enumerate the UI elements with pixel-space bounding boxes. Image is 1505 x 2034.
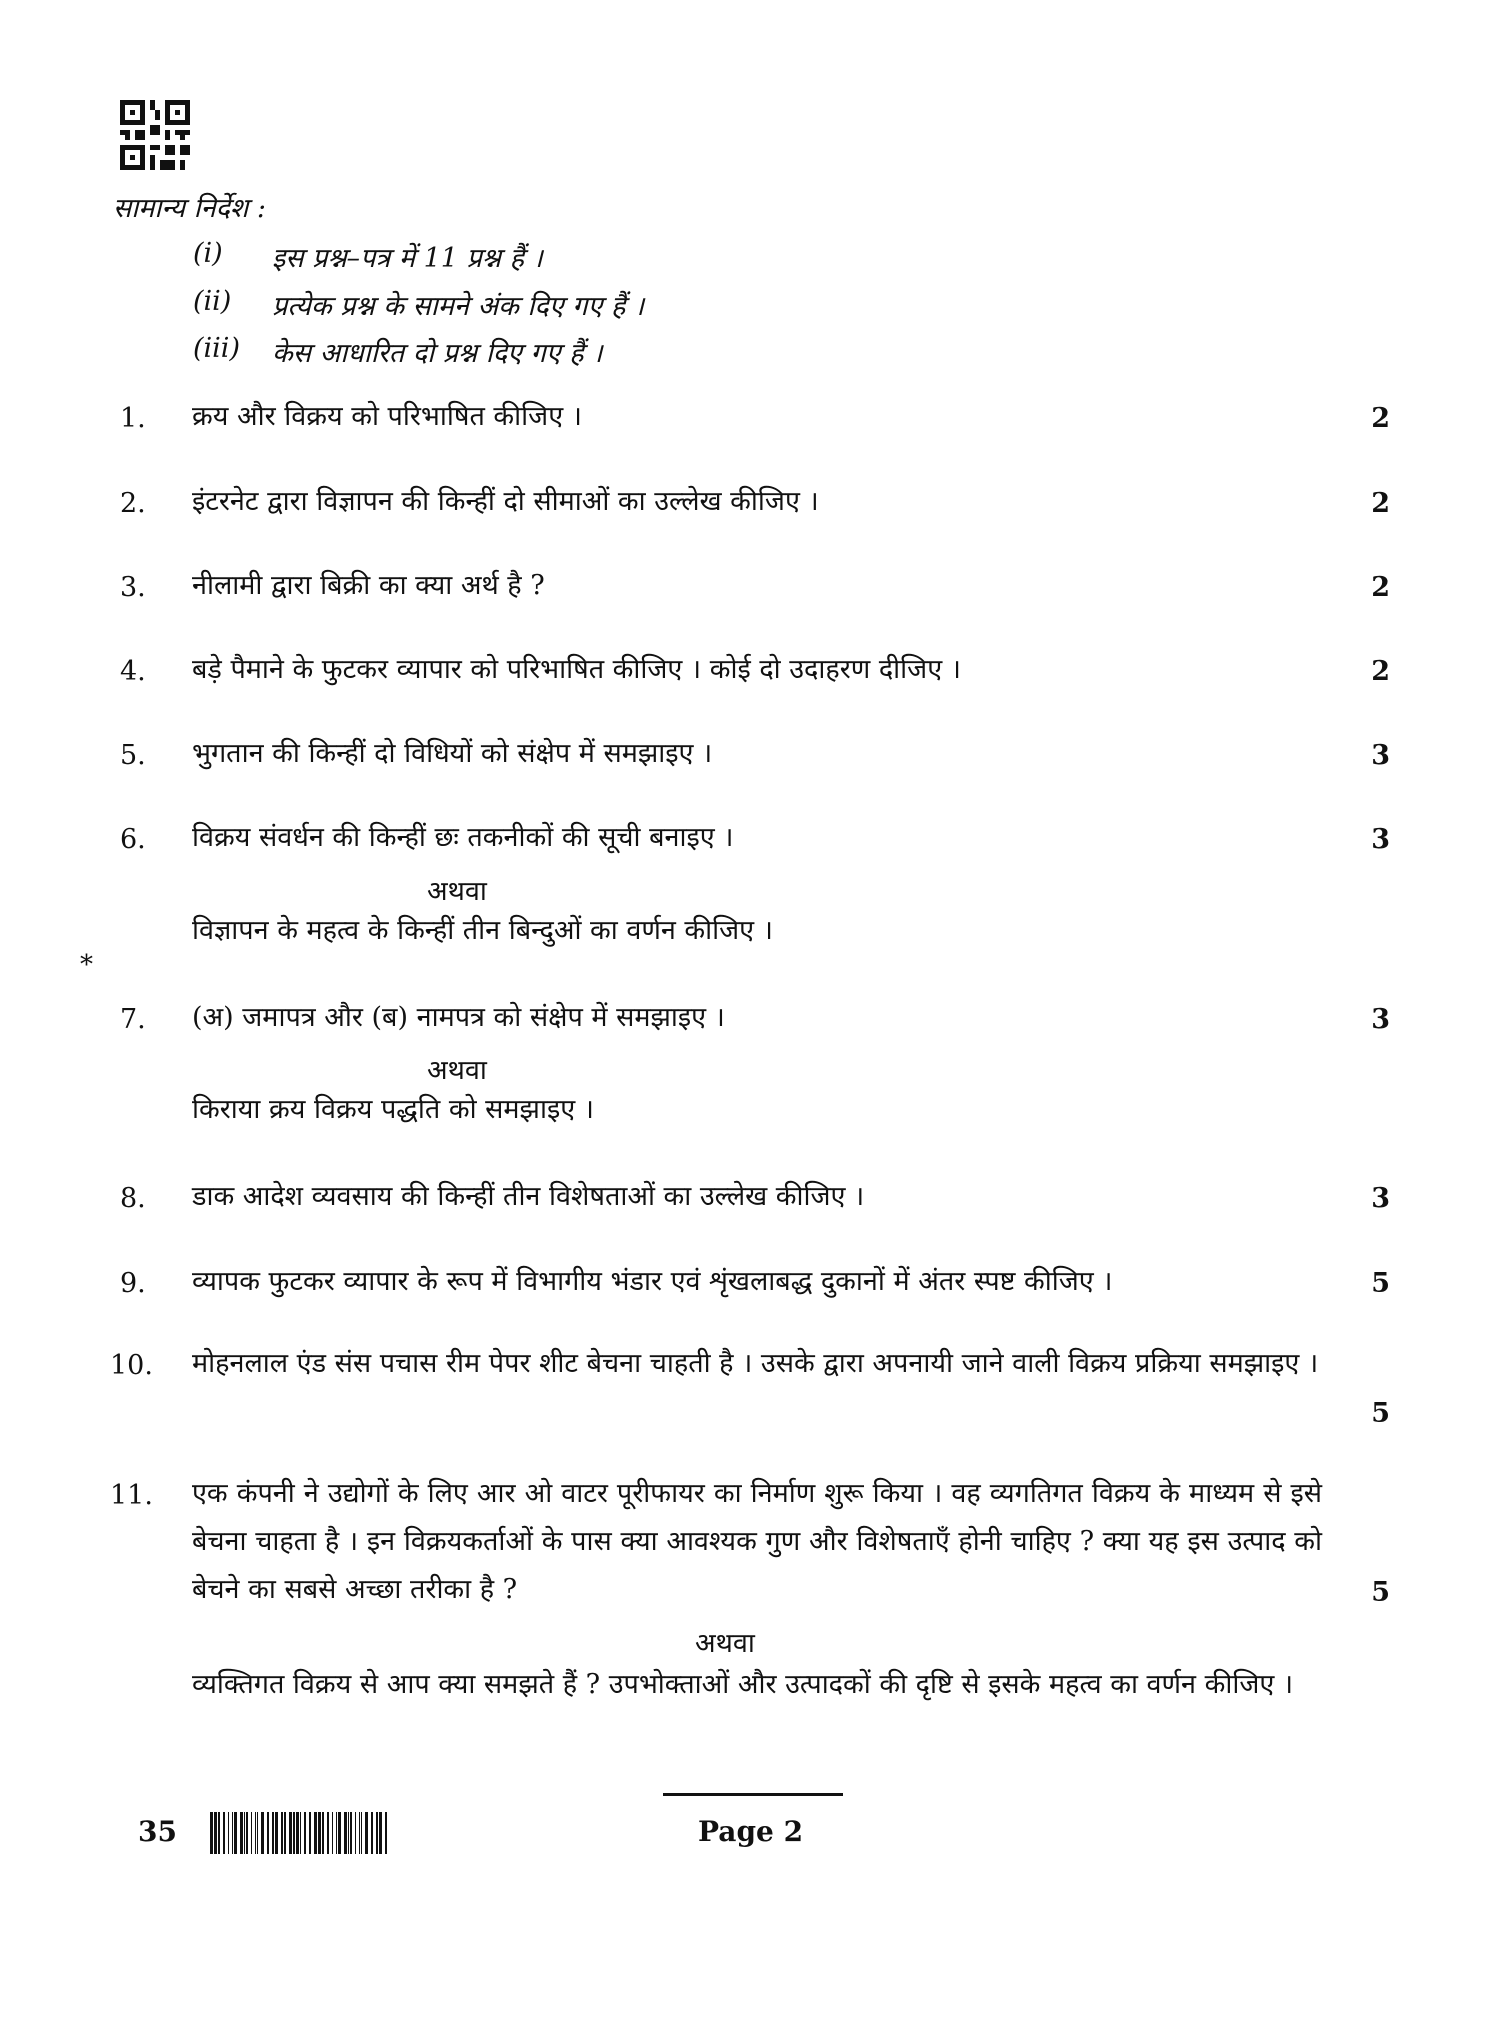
question-number: 1. [120,403,146,434]
instruction-number: (iii) [193,333,240,364]
or-label: अथवा [695,1628,755,1659]
asterisk-mark: * [80,950,93,980]
question-marks: 2 [1371,403,1390,434]
question-marks: 2 [1371,572,1390,603]
instruction-text: प्रत्येक प्रश्न के सामने अंक दिए गए हैं । [272,291,645,322]
instruction-text: केस आधारित दो प्रश्न दिए गए हैं । [272,338,603,369]
question-marks: 2 [1371,656,1390,687]
alternative-question-text: विज्ञापन के महत्व के किन्हीं तीन बिन्दुओं का वर्णन कीजिए । [192,915,773,946]
question-text: व्यापक फुटकर व्यापार के रूप में विभागीय भंडार एवं शृंखलाबद्ध दुकानों में अंतर स्पष्ट कीजिए । [192,1266,1113,1297]
question-text: डाक आदेश व्यवसाय की किन्हीं तीन विशेषताओं का उल्लेख कीजिए । [192,1181,865,1212]
question-number: 10. [110,1350,153,1381]
or-label: अथवा [427,876,487,907]
question-text: एक कंपनी ने उद्योगों के लिए आर ओ वाटर पूरीफायर का निर्माण शुरू किया । वह व्यगतिगत विक्रय के माध्यम से इसे बेचना चाहता है । इन विक्रयकर्ताओं के पास क्या आवश्यक गुण और विशेषताएँ होनी चाहिए ? क्या यह इस उत्पाद को बेचने का सबसे अच्छा तरीका है ? [192,1478,1322,1605]
qr-code [120,100,190,170]
question-marks: 3 [1371,740,1390,771]
question-number: 5. [120,740,146,771]
question-marks: 5 [1371,1268,1390,1299]
question-text: विक्रय संवर्धन की किन्हीं छः तकनीकों की सूची बनाइए । [192,822,734,853]
question-text: भुगतान की किन्हीं दो विधियों को संक्षेप में समझाइए । [192,738,713,769]
instruction-number: (ii) [193,286,232,317]
question-marks: 3 [1371,824,1390,855]
question-text: (अ) जमापत्र और (ब) नामपत्र को संक्षेप में समझाइए । [192,1002,725,1033]
alternative-question-text: व्यक्तिगत विक्रय से आप क्या समझते हैं ? उपभोक्ताओं और उत्पादकों की दृष्टि से इसके महत्व का वर्णन कीजिए । [192,1669,1294,1700]
question-number: 11. [110,1480,153,1511]
alternative-question-text: किराया क्रय विक्रय पद्धति को समझाइए । [192,1094,594,1125]
question-text: नीलामी द्वारा बिक्री का क्या अर्थ है ? [192,570,545,601]
question-marks: 3 [1371,1183,1390,1214]
separator-line [663,1793,843,1796]
question-number: 8. [120,1183,146,1214]
or-label: अथवा [427,1055,487,1086]
question-marks: 3 [1371,1004,1390,1035]
barcode [210,1812,390,1854]
question-marks: 5 [1371,1398,1390,1429]
page-number: Page 2 [698,1815,804,1848]
instruction-number: (i) [193,238,223,269]
question-text: इंटरनेट द्वारा विज्ञापन की किन्हीं दो सीमाओं का उल्लेख कीजिए । [192,486,819,517]
question-number: 6. [120,824,146,855]
question-text: मोहनलाल एंड संस पचास रीम पेपर शीट बेचना चाहती है । उसके द्वारा अपनायी जाने वाली विक्रय प्रक्रिया समझाइए । [192,1348,1319,1379]
question-marks: 5 [1371,1577,1390,1608]
question-number: 3. [120,572,146,603]
question-text: बड़े पैमाने के फुटकर व्यापार को परिभाषित कीजिए । कोई दो उदाहरण दीजिए । [192,654,961,685]
question-number: 4. [120,656,146,687]
question-number: 2. [120,488,146,519]
instruction-text: इस प्रश्न–पत्र में 11 प्रश्न हैं । [272,243,543,274]
question-number: 9. [120,1268,146,1299]
question-text: क्रय और विक्रय को परिभाषित कीजिए । [192,401,582,432]
instructions-title: सामान्य निर्देश : [113,193,266,224]
question-number: 7. [120,1004,146,1035]
question-marks: 2 [1371,488,1390,519]
paper-code: 35 [138,1815,177,1848]
